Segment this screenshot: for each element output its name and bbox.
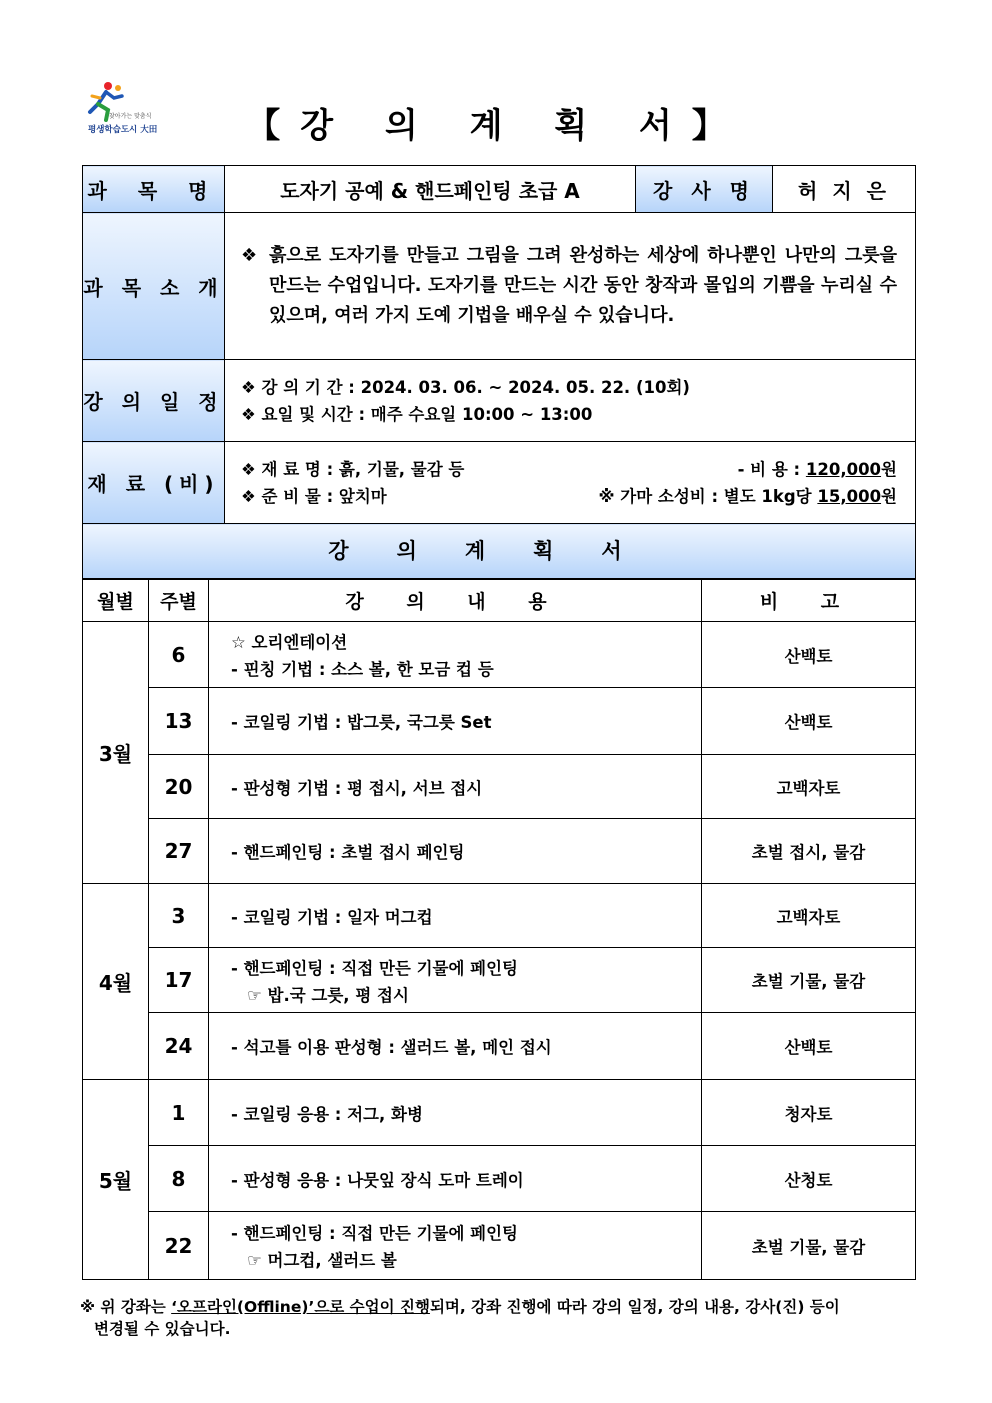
note-cell: 산청토 [702,1146,916,1212]
week-cell: 17 [149,948,209,1013]
instructor-value: 허 지 은 [773,166,916,213]
table-row [83,948,916,1013]
plan-title: 강의계획서 [83,524,916,580]
content-cell: - 코일링 기법 : 일자 머그컵 [209,884,702,948]
intro-label: 과 목 소 개 [83,213,225,360]
week-cell: 6 [149,622,209,688]
note-cell: 산백토 [702,622,916,688]
content-cell: - 판성형 응용 : 나뭇잎 장식 도마 트레이 [209,1146,702,1212]
logo-tagline: 찾아가는 맞춤식 [109,113,152,120]
content-cell: - 핸드페인팅 : 직접 만든 기물에 페인팅 ☞ 밥.국 그릇, 평 접시 [209,948,702,1013]
week-cell: 27 [149,819,209,884]
materials-cell [225,442,916,524]
period-text: ❖ 강 의 기 간 : 2024. 03. 06. ~ 2024. 05. 22. (10회) [241,377,690,397]
table-row [83,819,916,884]
col-content: 강 의 내 용 [209,579,702,622]
subject-value: 도자기 공예 & 핸드페인팅 초급 A [225,166,636,213]
schedule-cell [225,360,916,442]
week-cell: 22 [149,1212,209,1280]
table-row [83,688,916,755]
table-row [83,1146,916,1212]
week-cell: 20 [149,755,209,819]
content-cell: - 코일링 응용 : 저그, 화병 [209,1080,702,1146]
offline-notice: ‘오프라인(Offline)’으로 수업이 진행 [171,1298,430,1316]
schedule-label: 강 의 일 정 [83,360,225,442]
subject-label: 과 목 명 [83,166,225,213]
kiln-text: ※ 가마 소성비 : 별도 1kg당 15,000원 [598,486,897,506]
note-cell: 고백자토 [702,884,916,948]
schedule-table [82,578,916,1280]
month-cell: 4월 [83,884,149,1080]
materials-text: ❖ 재 료 명 : 흙, 기물, 물감 등 [241,459,465,479]
week-cell: 24 [149,1013,209,1080]
table-row [83,1013,916,1080]
col-week: 주별 [149,579,209,622]
content-cell: - 코일링 기법 : 밥그릇, 국그릇 Set [209,688,702,755]
month-cell: 5월 [83,1080,149,1280]
month-cell: 3월 [83,622,149,884]
cost-value: 120,000 [805,459,882,479]
document-title: 【강 의 계 획 서】 [246,106,746,146]
note-cell: 초벌 기물, 물감 [702,1212,916,1280]
table-row [83,884,916,948]
schedule-header-row [83,579,916,622]
diamond-bullet-icon: ❖ [241,245,258,266]
prep-text: ❖ 준 비 물 : 앞치마 [241,486,387,506]
time-text: ❖ 요일 및 시간 : 매주 수요일 10:00 ~ 13:00 [241,404,593,424]
col-note: 비 고 [702,579,916,622]
note-cell: 고백자토 [702,755,916,819]
materials-label: 재 료 (비) [83,442,225,524]
content-cell: - 핸드페인팅 : 초벌 접시 페인팅 [209,819,702,884]
note-cell: 초벌 접시, 물감 [702,819,916,884]
table-row [83,622,916,688]
intro-text: 흙으로 도자기를 만들고 그림을 그려 완성하는 세상에 하나뿐인 나만의 그릇을 만드는 수업입니다. 도자기를 만드는 시간 동안 창작과 몰입의 기쁨을 누리실 수 있으며, 여러 가지 도예 기법을 배우실 수 있습니다. [269,245,897,326]
week-cell: 8 [149,1146,209,1212]
note-cell: 초벌 기물, 물감 [702,948,916,1013]
week-cell: 3 [149,884,209,948]
content-cell: ☆ 오리엔테이션 - 핀칭 기법 : 소스 볼, 한 모금 컵 등 [209,622,702,688]
kiln-cost-value: 15,000 [817,486,882,506]
content-cell: - 판성형 기법 : 평 접시, 서브 접시 [209,755,702,819]
cost-text: - 비 용 : 120,000원 [737,459,897,479]
intro-cell [225,213,916,360]
week-cell: 1 [149,1080,209,1146]
content-cell: - 석고틀 이용 판성형 : 샐러드 볼, 메인 접시 [209,1013,702,1080]
course-info-table [82,165,916,580]
table-row [83,1080,916,1146]
note-cell: 산백토 [702,1013,916,1080]
logo-name: 평생학습도시 大田 [88,125,158,135]
note-cell: 청자토 [702,1080,916,1146]
table-row [83,755,916,819]
col-month: 월별 [83,579,149,622]
footer-note: ※ 위 강좌는 ‘오프라인(Offline)’으로 수업이 진행되며, 강좌 진행에 따라 강의 일정, 강의 내용, 강사(진) 등이 변경될 수 있습니다. [80,1298,840,1338]
week-cell: 13 [149,688,209,755]
table-row [83,1212,916,1280]
content-cell: - 핸드페인팅 : 직접 만든 기물에 페인팅 ☞ 머그컵, 샐러드 볼 [209,1212,702,1280]
note-cell: 산백토 [702,688,916,755]
instructor-label: 강 사 명 [636,166,773,213]
